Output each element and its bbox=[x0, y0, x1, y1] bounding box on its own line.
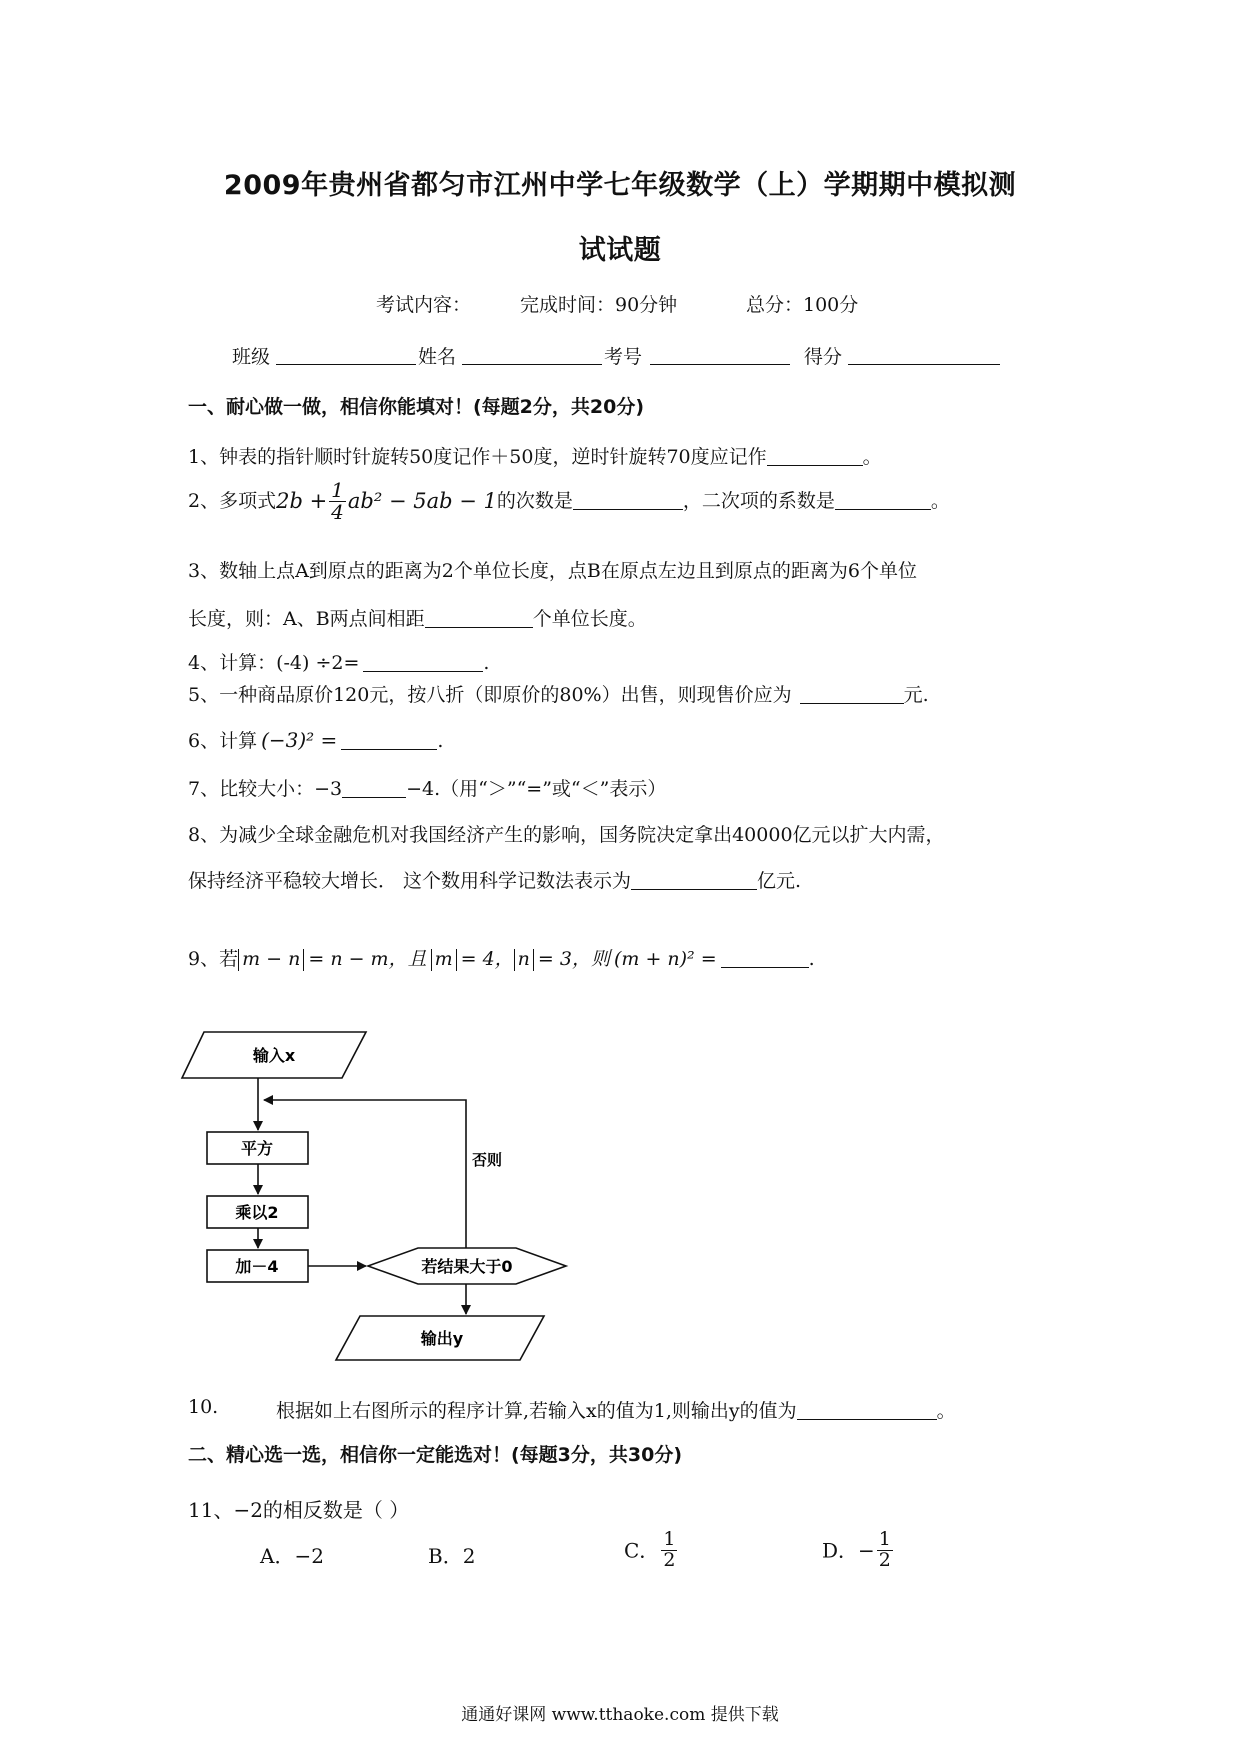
question-7-blank[interactable] bbox=[342, 797, 406, 798]
name-label: 姓名 bbox=[418, 346, 457, 368]
question-5 bbox=[188, 680, 929, 707]
flowchart-square-label: 平方 bbox=[240, 1139, 274, 1158]
program-flowchart bbox=[180, 1030, 580, 1370]
option-d-denominator: 2 bbox=[878, 1548, 891, 1571]
class-label: 班级 bbox=[232, 346, 271, 368]
question-3-blank[interactable] bbox=[425, 627, 533, 628]
question-2-degree-blank[interactable] bbox=[573, 509, 683, 510]
question-2 bbox=[188, 480, 950, 523]
question-10-text: 根据如上右图所示的程序计算,若输入x的值为1,则输出y的值为 bbox=[276, 1400, 797, 1422]
option-d-label: D．− bbox=[822, 1538, 875, 1563]
option-c[interactable] bbox=[624, 1530, 679, 1571]
exam-content: 考试内容： bbox=[376, 294, 472, 316]
question-6 bbox=[188, 726, 443, 753]
question-3-line-2-prefix: 长度，则：A、B两点间相距 bbox=[188, 608, 425, 630]
question-8-line-2-suffix: 亿元. bbox=[757, 870, 802, 892]
option-d-numerator: 1 bbox=[878, 1528, 891, 1550]
question-9-eq-2: = 4， bbox=[460, 948, 514, 970]
question-1-blank[interactable] bbox=[767, 465, 863, 466]
question-9-prefix: 9、若 bbox=[188, 948, 239, 970]
question-8-line-1: 8、为减少全球金融危机对我国经济产生的影响，国务院决定拿出40000亿元以扩大内需， bbox=[188, 824, 945, 846]
fraction-one-quarter bbox=[329, 480, 346, 523]
question-7-suffix: −4.（用“＞”“=”或“＜”表示） bbox=[406, 778, 667, 800]
question-5-end: 元. bbox=[903, 684, 929, 706]
question-2-coefficient-blank[interactable] bbox=[835, 509, 931, 510]
question-1-end: 。 bbox=[862, 446, 882, 468]
question-2-degree-text: 的次数是 bbox=[496, 490, 573, 512]
question-1-text: 1、钟表的指针顺时针旋转50度记作＋50度，逆时针旋转70度应记作 bbox=[188, 446, 767, 468]
question-4 bbox=[188, 648, 489, 675]
question-1 bbox=[188, 442, 882, 469]
question-3-line-2-suffix: 个单位长度。 bbox=[532, 608, 647, 630]
option-c-fraction bbox=[661, 1530, 677, 1571]
score-blank[interactable] bbox=[848, 364, 1000, 365]
page-footer: 通通好课网 www.tthaoke.com 提供下载 bbox=[461, 1705, 779, 1725]
question-9 bbox=[188, 944, 815, 971]
polynomial-part-b: ab² − 5ab − 1 bbox=[347, 489, 497, 513]
flowchart-decision-label: 若结果大于0 bbox=[421, 1257, 513, 1276]
option-c-label: C． bbox=[624, 1538, 660, 1563]
abs-n: n bbox=[514, 949, 534, 971]
fraction-denominator: 4 bbox=[331, 500, 344, 524]
flowchart-else-label: 否则 bbox=[472, 1151, 503, 1169]
question-9-end: . bbox=[808, 948, 815, 970]
question-9-blank[interactable] bbox=[721, 967, 809, 968]
option-d-fraction bbox=[877, 1530, 893, 1571]
flowchart-multiply-label: 乘以2 bbox=[235, 1203, 279, 1222]
question-9-eq-1: = n − m，且 bbox=[308, 948, 427, 970]
question-10-number: 10. bbox=[188, 1396, 219, 1418]
name-blank[interactable] bbox=[462, 364, 602, 365]
question-11: 11、−2的相反数是（ ） bbox=[188, 1498, 410, 1522]
polynomial-part-a: 2b + bbox=[276, 489, 328, 513]
question-2-end: 。 bbox=[930, 490, 950, 512]
question-6-blank[interactable] bbox=[341, 749, 437, 750]
question-10-blank[interactable] bbox=[797, 1419, 937, 1420]
exam-number-blank[interactable] bbox=[650, 364, 790, 365]
question-3-line-2 bbox=[188, 604, 647, 631]
flowchart-add-label: 加－4 bbox=[235, 1257, 279, 1276]
page-title-line-2: 试试题 bbox=[578, 235, 662, 266]
fraction-numerator: 1 bbox=[331, 478, 344, 502]
question-8-blank[interactable] bbox=[631, 889, 757, 890]
option-d[interactable] bbox=[822, 1530, 895, 1571]
section-1-heading: 一、耐心做一做，相信你能填对！(每题2分，共20分) bbox=[188, 396, 645, 418]
option-c-numerator: 1 bbox=[663, 1528, 676, 1550]
question-8-line-2 bbox=[188, 866, 801, 893]
question-2-prefix: 2、多项式 bbox=[188, 490, 277, 512]
abs-m-minus-n: m − n bbox=[238, 949, 304, 971]
question-8-line-2-prefix: 保持经济平稳较大增长． 这个数用科学记数法表示为 bbox=[188, 870, 632, 892]
score-label: 得分 bbox=[804, 346, 843, 368]
section-2-heading: 二、精心选一选，相信你一定能选对！(每题3分，共30分) bbox=[188, 1444, 683, 1466]
question-10 bbox=[276, 1396, 956, 1423]
question-2-coefficient-text: ，二次项的系数是 bbox=[682, 490, 835, 512]
question-6-expression: (−3)² = bbox=[261, 728, 338, 752]
question-5-text: 5、一种商品原价120元，按八折（即原价的80%）出售，则现售价应为 bbox=[188, 684, 792, 706]
question-4-text: 4、计算：(-4) ÷2= bbox=[188, 652, 360, 674]
exam-total-score: 总分：100分 bbox=[746, 294, 859, 316]
question-4-blank[interactable] bbox=[363, 671, 483, 672]
flowchart-input-label: 输入x bbox=[252, 1046, 296, 1065]
option-b[interactable]: B．2 bbox=[428, 1544, 476, 1568]
option-a[interactable]: A．−2 bbox=[260, 1544, 324, 1568]
question-9-eq-3: = 3，则 bbox=[537, 948, 610, 970]
question-3-line-1: 3、数轴上点A到原点的距离为2个单位长度，点B在原点左边且到原点的距离为6个单位 bbox=[188, 560, 917, 582]
question-7-prefix: 7、比较大小：−3 bbox=[188, 778, 343, 800]
class-blank[interactable] bbox=[276, 364, 416, 365]
page-title-line-1: 2009年贵州省都匀市江州中学七年级数学（上）学期期中模拟测 bbox=[223, 170, 1017, 201]
question-10-end: 。 bbox=[936, 1400, 956, 1422]
question-7 bbox=[188, 774, 666, 801]
question-6-end: . bbox=[437, 730, 444, 752]
option-c-denominator: 2 bbox=[663, 1548, 676, 1571]
question-6-prefix: 6、计算 bbox=[188, 730, 258, 752]
question-9-expression: (m + n)² = bbox=[613, 948, 717, 970]
flowchart-output-label: 输出y bbox=[420, 1329, 464, 1348]
exam-number-label: 考号 bbox=[604, 346, 643, 368]
exam-time: 完成时间：90分钟 bbox=[520, 294, 678, 316]
abs-m: m bbox=[431, 949, 457, 971]
question-4-end: . bbox=[483, 652, 490, 674]
question-5-blank[interactable] bbox=[800, 703, 904, 704]
